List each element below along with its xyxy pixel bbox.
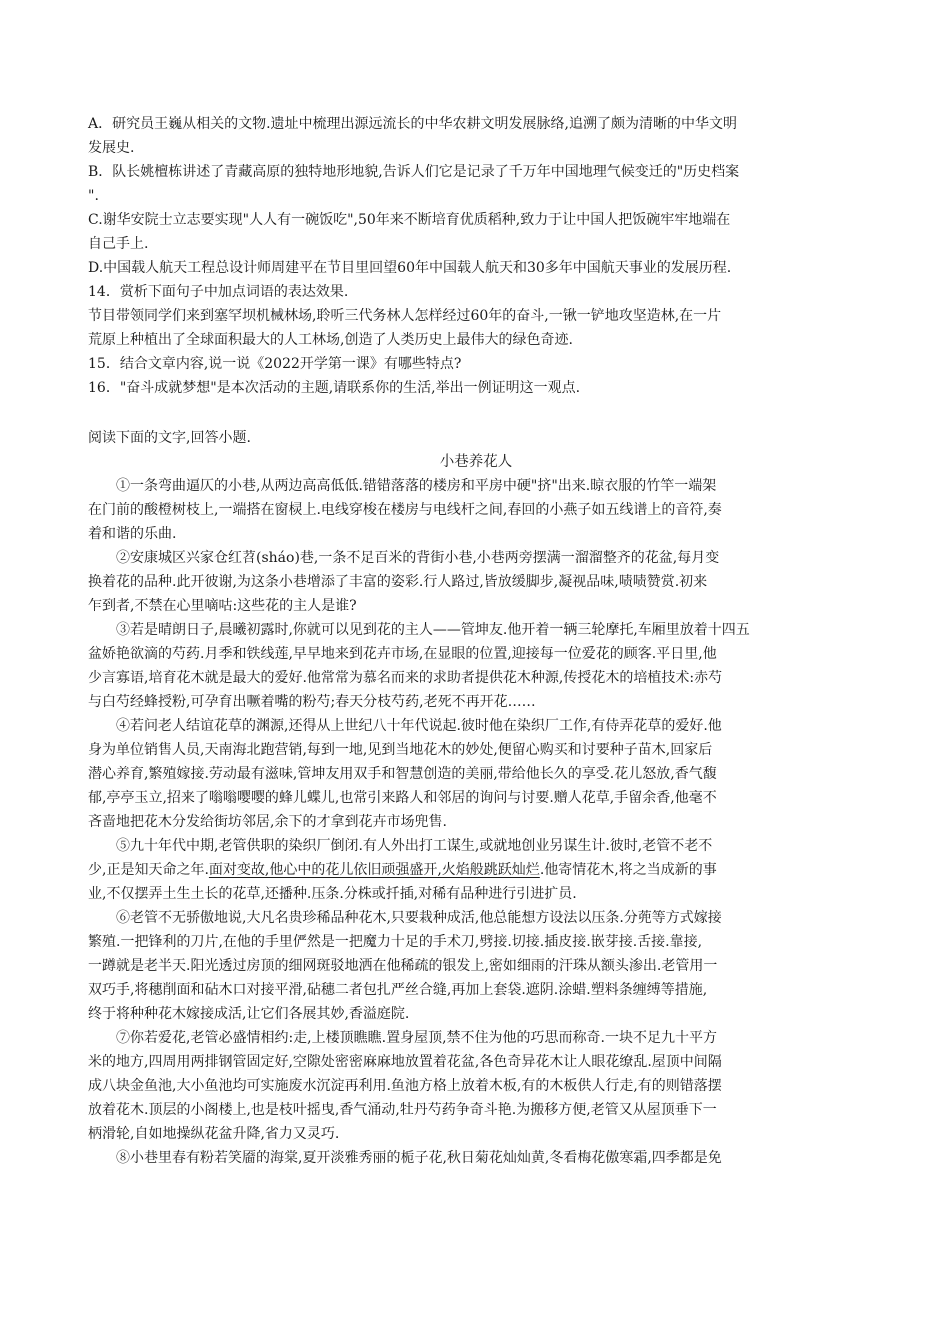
text-line: 盆娇艳欲滴的芍药.月季和铁线莲,早早地来到花卉市场,在显眼的位置,迎接每一位爱花的顾客.平日里,他 <box>88 646 717 662</box>
option-a <box>88 112 864 160</box>
option-d <box>88 256 864 280</box>
question-16: 16．"奋斗成就梦想"是本次活动的主题,请联系你的生活,举出一例证明这一观点. <box>88 380 581 396</box>
text-line: ③若是晴朗日子,晨曦初露时,你就可以见到花的主人——管坤友.他开着一辆三轮摩托,车厢里放着十四五 <box>116 622 750 638</box>
paragraph-3 <box>88 618 864 714</box>
text-line: 放着花木.顶层的小阁楼上,也是枝叶摇曳,香气涌动,牡丹芍药争奇斗艳.为搬移方便,老管又从屋顶垂下一 <box>88 1102 717 1118</box>
text-line: D.中国载人航天工程总设计师周建平在节目里回望60年中国载人航天和30多年中国航天事业的发展历程. <box>88 260 732 276</box>
text-line: 发展史. <box>88 140 135 156</box>
text-line: 乍到者,不禁在心里嘀咕:这些花的主人是谁? <box>88 598 357 614</box>
text-line: 双巧手,将穗削面和砧木口对接平滑,砧穗二者包扎严丝合缝,再加上套袋.遮阴.涂蜡.塑料条缠缚等措施, <box>88 982 708 998</box>
text-line: 一蹲就是老半天.阳光透过房顶的细网斑驳地洒在他稀疏的银发上,密如细雨的汗珠从额头渗出.老管用一 <box>88 958 718 974</box>
text-line: 柄滑轮,自如地操纵花盆升降,省力又灵巧. <box>88 1126 340 1142</box>
text-line: 换着花的品种.此开彼谢,为这条小巷增添了丰富的姿彩.行人路过,皆放缓脚步,凝视品味,啧啧赞赏.初来 <box>88 574 708 590</box>
paragraph-8 <box>88 1146 864 1170</box>
text-line: 繁殖.一把锋利的刀片,在他的手里俨然是一把魔力十足的手术刀,劈接.切接.插皮接.嵌芽接.舌接.靠接, <box>88 934 703 950</box>
question-15: 15．结合文章内容,说一说《2022开学第一课》有哪些特点? <box>88 356 462 372</box>
text-line: ⑤九十年代中期,老管供职的染织厂倒闭.有人外出打工谋生,或就地创业另谋生计.彼时,老管不老不 <box>116 838 713 854</box>
text-line: 吝啬地把花木分发给街坊邻居,余下的才拿到花卉市场兜售. <box>88 814 447 830</box>
text-line: ④若问老人结谊花草的渊源,还得从上世纪八十年代说起.彼时他在染织厂工作,有侍弄花草的爱好.他 <box>116 718 722 734</box>
text-line: ". <box>88 188 99 204</box>
paragraph-5 <box>88 834 864 906</box>
reading-intro: 阅读下面的文字,回答小题. <box>88 430 251 446</box>
text-line: 在门前的酸橙树枝上,一端搭在窗棂上.电线穿梭在楼房与电线杆之间,春回的小燕子如五线谱上的音符,奏 <box>88 502 722 518</box>
document-page <box>88 112 864 1170</box>
text-line: ⑥老管不无骄傲地说,大凡名贵珍稀品种花木,只要栽种成活,他总能想方设法以压条.分蔸等方式嫁接 <box>116 910 722 926</box>
article-title: 小巷养花人 <box>439 454 513 470</box>
text-line: 潜心养育,繁殖嫁接.劳动最有滋味,管坤友用双手和智慧创造的美丽,带给他长久的享受.花儿怒放,香气馥 <box>88 766 717 782</box>
text-segment: .他寄情花木,将之当成新的事 <box>539 862 717 878</box>
question-14-sentence <box>88 304 864 352</box>
text-line: 米的地方,四周用两排钢管固定好,空隙处密密麻麻地放置着花盆,各色奇异花木让人眼花缭乱.屋顶中间隔 <box>88 1054 722 1070</box>
text-line: 少言寡语,培育花木就是最大的爱好.他常常为慕名而来的求助者提供花木种源,传授花木的培植技术:赤芍 <box>88 670 723 686</box>
text-line: C.谢华安院士立志要实现"人人有一碗饭吃",50年来不断培育优质稻种,致力于让中国人把饭碗牢牢地端在 <box>88 212 731 228</box>
text-line: 成八块金鱼池,大小鱼池均可实施废水沉淀再利用.鱼池方格上放着木板,有的木板供人行走,有的则错落摆 <box>88 1078 722 1094</box>
paragraph-4 <box>88 714 864 834</box>
text-line: ①一条弯曲逼仄的小巷,从两边高高低低.错错落落的楼房和平房中硬"挤"出来.晾衣服的竹竿一端架 <box>116 478 717 494</box>
text-line <box>88 858 864 882</box>
option-b <box>88 160 864 208</box>
question-14-prompt: 14．赏析下面句子中加点词语的表达效果. <box>88 284 349 300</box>
paragraph-6 <box>88 906 864 1026</box>
text-line: 郁,亭亭玉立,招来了嗡嗡嘤嘤的蜂儿蝶儿,也常引来路人和邻居的询问与讨要.赠人花草,手留余香,他毫不 <box>88 790 717 806</box>
paragraph-7 <box>88 1026 864 1146</box>
text-line: ⑧小巷里春有粉若笑靥的海棠,夏开淡雅秀丽的栀子花,秋日菊花灿灿黄,冬看梅花傲寒霜,四季都是免 <box>116 1150 722 1166</box>
text-line: 节目带领同学们来到塞罕坝机械林场,聆听三代务林人怎样经过60年的奋斗,一锹一铲地攻坚造林,在一片 <box>88 308 722 324</box>
paragraph-2 <box>88 546 864 618</box>
text-line: B．队长姚檀栋讲述了青藏高原的独特地形地貌,告诉人们它是记录了千万年中国地理气候变迁的"历史档案 <box>88 164 740 180</box>
text-segment: 少,正是知天命之年. <box>88 862 209 878</box>
text-line: 业,不仅摆弄土生土长的花草,还播种.压条.分株或扦插,对稀有品种进行引进扩员. <box>88 886 577 902</box>
underlined-sentence: 面对变故,他心中的花儿依旧顽强盛开,火焰般跳跃灿烂 <box>208 862 540 878</box>
text-line: 荒原上种植出了全球面积最大的人工林场,创造了人类历史上最伟大的绿色奇迹. <box>88 332 573 348</box>
text-line: 与白芍经蜂授粉,可孕育出噘着嘴的粉芍;春天分枝芍药,老死不再开花…… <box>88 694 536 710</box>
paragraph-1 <box>88 474 864 546</box>
text-line: 自己手上. <box>88 236 149 252</box>
option-c <box>88 208 864 256</box>
text-line: ②安康城区兴家仓红苕(sháo)巷,一条不足百米的背街小巷,小巷两旁摆满一溜溜整齐的花盆,每月变 <box>116 550 720 566</box>
text-line: 着和谐的乐曲. <box>88 526 177 542</box>
text-line: A．研究员王巍从相关的文物.遗址中梳理出源远流长的中华农耕文明发展脉络,追溯了颇为清晰的中华文明 <box>88 116 738 132</box>
text-line: 终于将种种花木嫁接成活,让它们各展其妙,香溢庭院. <box>88 1006 410 1022</box>
text-line: ⑦你若爱花,老管必盛情相约:走,上楼顶瞧瞧.置身屋顶,禁不住为他的巧思而称奇.一块不足九十平方 <box>116 1030 717 1046</box>
text-line: 身为单位销售人员,天南海北跑营销,每到一地,见到当地花木的妙处,便留心购买和讨要种子苗木,回家后 <box>88 742 713 758</box>
